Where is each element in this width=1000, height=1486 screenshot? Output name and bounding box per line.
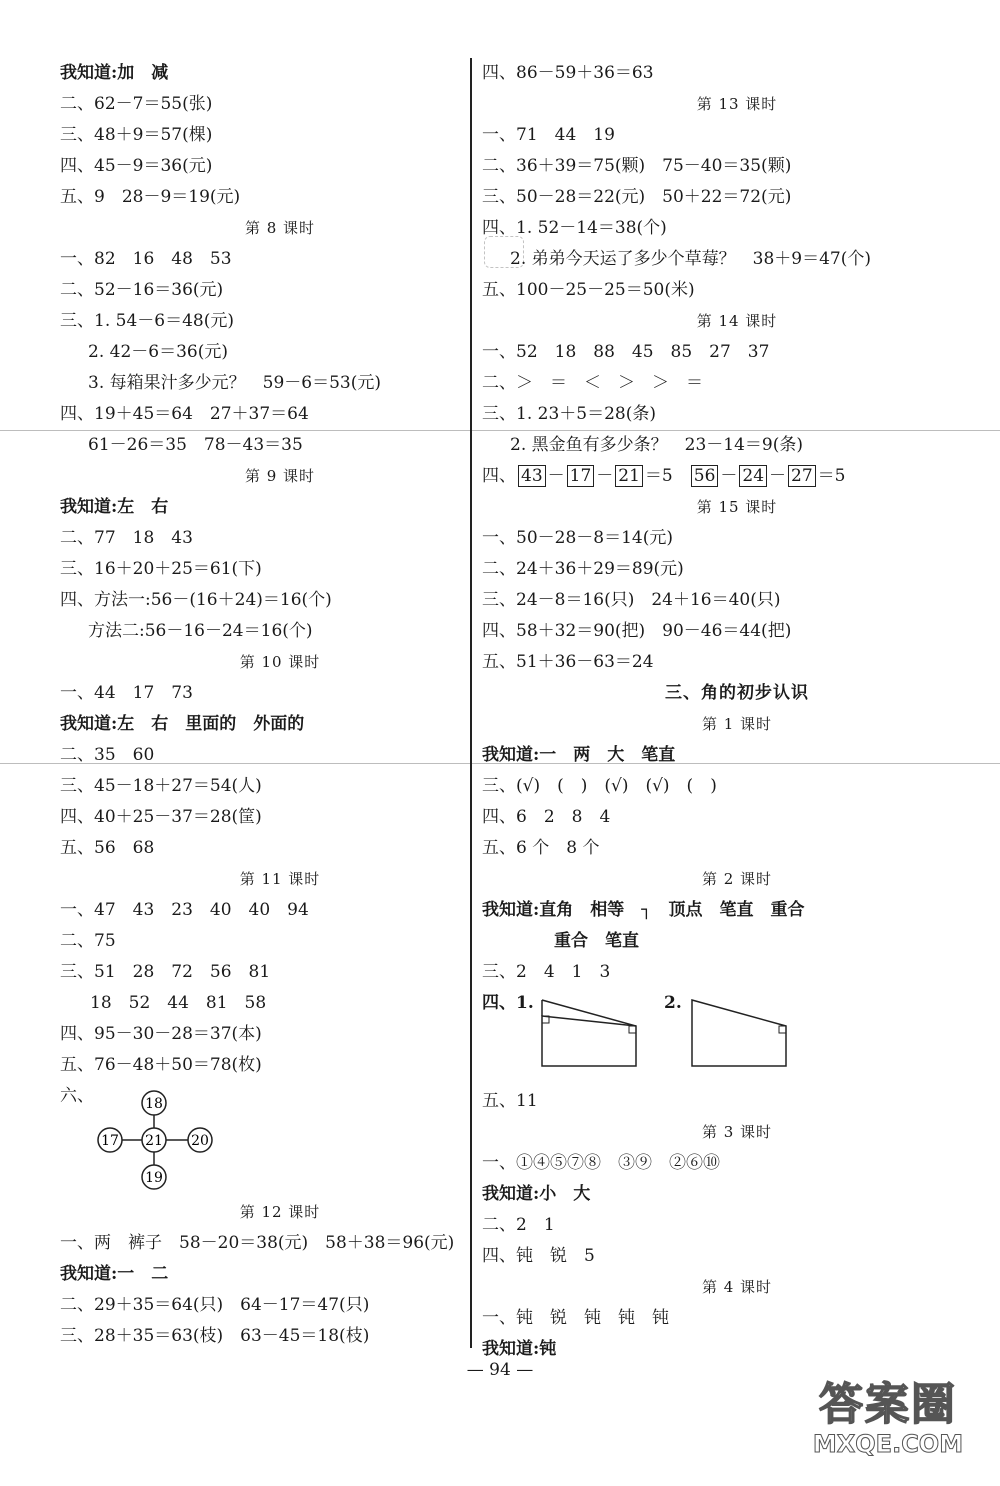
number-box: 24	[739, 465, 767, 487]
number-box: 17	[567, 465, 595, 487]
answer-line: 二、35 60	[60, 745, 155, 765]
column-divider	[470, 58, 472, 1348]
answer-line: 方法二:56－16－24＝16(个)	[88, 621, 313, 641]
answer-line: 四、86－59＋36＝63	[482, 63, 654, 83]
right-column	[482, 58, 952, 1365]
answer-line: 一、44 17 73	[60, 683, 193, 703]
number-circle-figure	[90, 1081, 270, 1197]
answer-line: 我知道:左 右 里面的 外面的	[60, 714, 305, 734]
left-column	[60, 58, 460, 1352]
answer-line: 二、77 18 43	[60, 528, 193, 548]
answer-line: 四、钝 锐 5	[482, 1246, 595, 1266]
answer-line: 我知道:左 右	[60, 497, 169, 517]
figure-label: 2.	[664, 993, 682, 1013]
answer-line: 二、29＋35＝64(只) 64－17＝47(只)	[60, 1295, 370, 1315]
circle-left-value: 17	[101, 1133, 119, 1149]
number-box: 21	[615, 465, 643, 487]
answer-line: 我知道:一 二	[60, 1264, 169, 1284]
equals-result: ＝5	[817, 466, 846, 486]
watermark-url: MXQE.COM	[812, 1430, 964, 1458]
circle-right-value: 20	[191, 1133, 209, 1149]
answer-line: 三、48＋9＝57(棵)	[60, 125, 213, 145]
answer-line: 四、95－30－28＝37(本)	[60, 1024, 262, 1044]
lesson-heading: 第 14 课时	[696, 312, 778, 330]
lesson-heading: 第 15 课时	[696, 498, 778, 516]
lesson-heading: 第 1 课时	[701, 715, 773, 733]
lesson-heading: 第 12 课时	[239, 1203, 321, 1221]
number-box: 43	[518, 465, 546, 487]
answer-line: 三、28＋35＝63(枝) 63－45＝18(枝)	[60, 1326, 370, 1346]
answer-line: 四、1. 52－14＝38(个)	[482, 218, 667, 238]
circle-diagram	[60, 1081, 460, 1197]
item-prefix: 四、	[482, 466, 516, 486]
answer-line: 一、82 16 48 53	[60, 249, 232, 269]
answer-line: 三、51 28 72 56 81	[60, 962, 271, 982]
answer-line: 二、2 1	[482, 1215, 555, 1235]
answer-line: 一、①④⑤⑦⑧ ③⑨ ②⑥⑩	[482, 1153, 720, 1173]
answer-line: 三、1. 54－6＝48(元)	[60, 311, 234, 331]
answer-line: 五、76－48＋50＝78(枚)	[60, 1055, 262, 1075]
answer-line: 三、2 4 1 3	[482, 962, 611, 982]
answer-line: 一、两 裤子 58－20＝38(元) 58＋38＝96(元)	[60, 1233, 455, 1253]
right-angle-figure-1	[538, 996, 648, 1078]
answer-line: 五、100－25－25＝50(米)	[482, 280, 695, 300]
answer-line: 二、75	[60, 931, 116, 951]
answer-line: 五、51＋36－63＝24	[482, 652, 654, 672]
answer-line: 三、16＋20＋25＝61(下)	[60, 559, 262, 579]
answer-line: 二、52－16＝36(元)	[60, 280, 224, 300]
answer-line: 四、40＋25－37＝28(筐)	[60, 807, 262, 827]
answer-line: 二、＞ ＝ ＜ ＞ ＞ ＝	[482, 373, 703, 393]
answer-line: 我知道:小 大	[482, 1184, 591, 1204]
lesson-heading: 第 11 课时	[239, 870, 321, 888]
answer-line: 我知道:钝	[482, 1339, 557, 1359]
answer-line: 三、50－28＝22(元) 50＋22＝72(元)	[482, 187, 792, 207]
minus-sign: －	[596, 466, 614, 486]
figure-label: 四、1.	[482, 993, 534, 1013]
answer-line: 一、52 18 88 45 85 27 37	[482, 342, 770, 362]
answer-line: 一、50－28－8＝14(元)	[482, 528, 673, 548]
answer-line: 3. 每箱果汁多少元？ 59－6＝53(元)	[88, 373, 381, 393]
answer-line: 三、(√) ( ) (√) (√) ( )	[482, 776, 717, 796]
circle-bottom-value: 19	[145, 1170, 163, 1186]
page-number: — 94 —	[466, 1360, 534, 1380]
answer-line: 四、58＋32＝90(把) 90－46＝44(把)	[482, 621, 792, 641]
circle-center-value: 21	[145, 1133, 163, 1149]
answer-line: 我知道:一 两 大 笔直	[482, 745, 676, 765]
lesson-heading: 第 8 课时	[244, 219, 316, 237]
lesson-heading: 第 9 课时	[244, 467, 316, 485]
number-box: 56	[691, 465, 719, 487]
answer-line: 四、方法一:56－(16＋24)＝16(个)	[60, 590, 332, 610]
lesson-heading: 第 4 课时	[701, 1278, 773, 1296]
minus-sign: －	[720, 466, 738, 486]
minus-sign: －	[769, 466, 787, 486]
answer-line: 61－26＝35 78－43＝35	[88, 435, 303, 455]
watermark-logo-text: 答案圈	[819, 1379, 957, 1430]
answer-line: 六、	[60, 1086, 94, 1106]
answer-line: 三、45－18＋27＝54(人)	[60, 776, 262, 796]
answer-line: 2. 弟弟今天运了多少个草莓？ 38＋9＝47(个)	[510, 249, 871, 269]
answer-line: 重合 笔直	[554, 931, 639, 951]
answer-line: 一、47 43 23 40 40 94	[60, 900, 309, 920]
equals-result: ＝5	[644, 466, 673, 486]
lesson-heading: 第 10 课时	[239, 653, 321, 671]
circle-top-value: 18	[145, 1096, 163, 1112]
minus-sign: －	[547, 466, 565, 486]
answer-line: 一、71 44 19	[482, 125, 615, 145]
answer-line: 四、6 2 8 4	[482, 807, 611, 827]
unit-heading: 三、角的初步认识	[665, 683, 809, 703]
answer-line: 一、钝 锐 钝 钝 钝	[482, 1308, 669, 1328]
answer-line: 四、45－9＝36(元)	[60, 156, 213, 176]
lesson-heading: 第 2 课时	[701, 870, 773, 888]
answer-line: 二、62－7＝55(张)	[60, 94, 213, 114]
answer-line: 2. 黑金鱼有多少条？ 23－14＝9(条)	[510, 435, 803, 455]
answer-line: 四、19＋45＝64 27＋37＝64	[60, 404, 309, 424]
right-angle-figure-2	[688, 996, 798, 1078]
answer-line: 五、6 个 8 个	[482, 838, 600, 858]
answer-line: 18 52 44 81 58	[90, 993, 267, 1013]
boxed-equation-line	[482, 461, 952, 492]
number-box: 27	[788, 465, 816, 487]
lesson-heading: 第 13 课时	[696, 95, 778, 113]
answer-line: 五、56 68	[60, 838, 155, 858]
answer-line: 我知道:直角 相等 ┐ 顶点 笔直 重合	[482, 900, 805, 920]
answer-line: 2. 42－6＝36(元)	[88, 342, 228, 362]
answer-line: 二、24＋36＋29＝89(元)	[482, 559, 684, 579]
answer-line: 五、11	[482, 1091, 538, 1111]
lesson-heading: 第 3 课时	[701, 1123, 773, 1141]
answer-line: 五、9 28－9＝19(元)	[60, 187, 241, 207]
answer-line: 三、24－8＝16(只) 24＋16＝40(只)	[482, 590, 781, 610]
answer-line: 二、36＋39＝75(颗) 75－40＝35(颗)	[482, 156, 792, 176]
answer-line: 我知道:加 减	[60, 63, 169, 83]
watermark-logo	[798, 1380, 978, 1472]
answer-line: 三、1. 23＋5＝28(条)	[482, 404, 656, 424]
figure-row	[482, 988, 952, 1086]
